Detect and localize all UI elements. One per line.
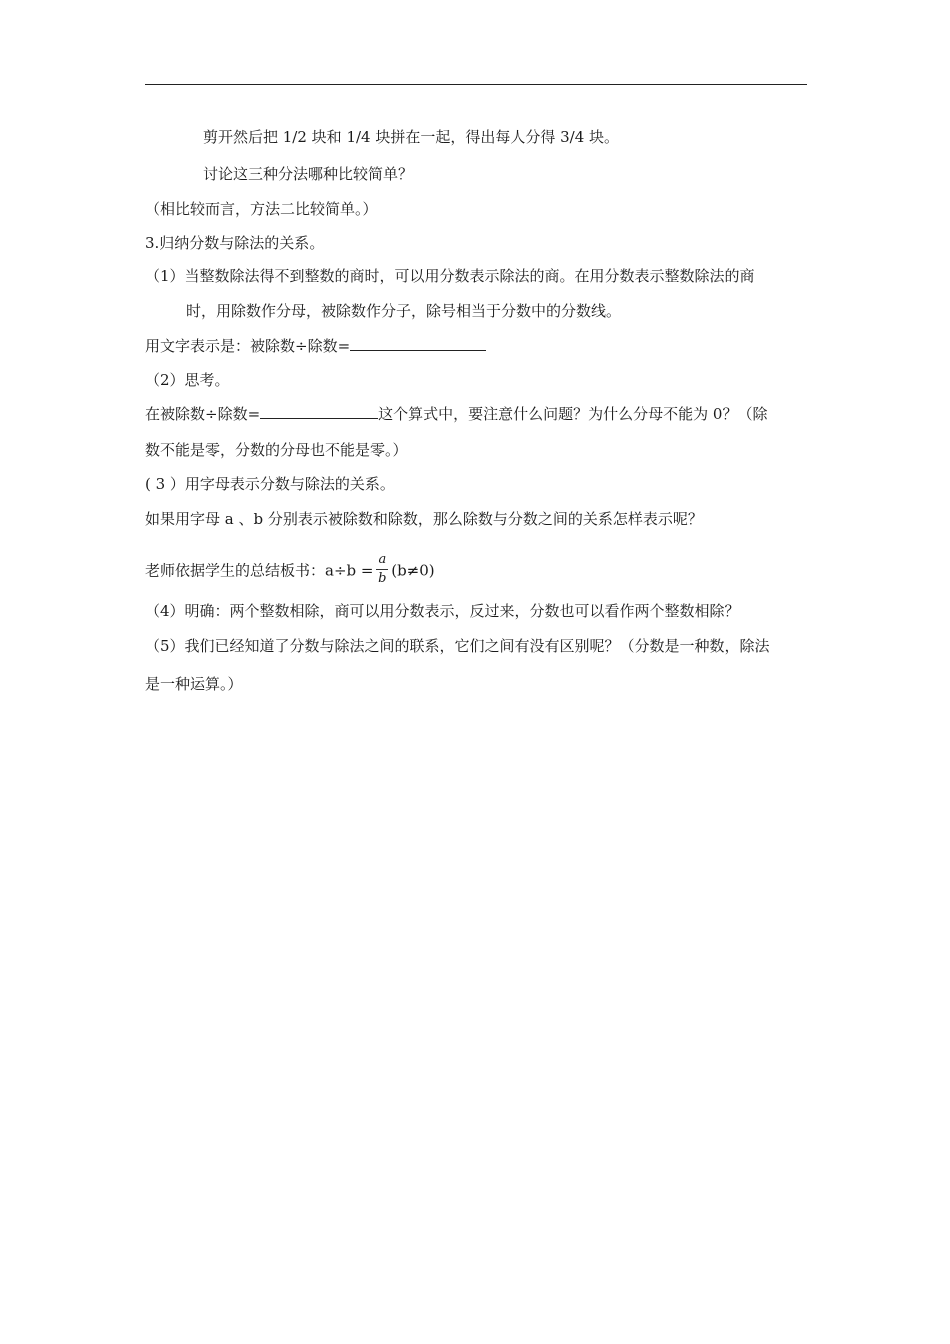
header-rule xyxy=(145,84,807,85)
formula-line xyxy=(145,336,810,356)
text-line: 剪开然后把 1/2 块和 1/4 块拼在一起，得出每人分得 3/4 块。 xyxy=(203,128,620,146)
text-line: 数不能是零，分数的分母也不能是零。） xyxy=(145,441,408,459)
fraction-numerator: a xyxy=(376,551,388,570)
formula-text: 用文字表示是：被除数÷除数= xyxy=(145,337,351,355)
text-line: 如果用字母 a 、b 分别表示被除数和除数，那么除数与分数之间的关系怎样表示呢？ xyxy=(145,510,703,528)
text-line: 是一种运算。） xyxy=(145,675,243,693)
board-formula-line xyxy=(145,553,810,590)
board-text: 老师依据学生的总结板书：a÷b = xyxy=(145,561,374,580)
text-line: （5）我们已经知道了分数与除法之间的联系，它们之间有没有区别呢？（分数是一种数，除法 xyxy=(145,637,770,655)
fraction xyxy=(376,551,388,588)
question-line xyxy=(145,404,810,424)
fill-blank[interactable] xyxy=(260,404,378,419)
condition-text: (b≠0) xyxy=(391,561,435,580)
text-line: （4）明确：两个整数相除，商可以用分数表示，反过来，分数也可以看作两个整数相除？ xyxy=(145,602,740,620)
fraction-denominator: b xyxy=(378,571,387,586)
fill-blank[interactable] xyxy=(350,336,486,351)
text-line: （2）思考。 xyxy=(145,371,230,389)
text-line: （1）当整数除法得不到整数的商时，可以用分数表示除法的商。在用分数表示整数除法的商 xyxy=(145,267,755,285)
text-line: 时，用除数作分母，被除数作分子，除号相当于分数中的分数线。 xyxy=(186,302,622,320)
question-text-start: 在被除数÷除数= xyxy=(145,405,261,423)
question-text-end: 这个算式中，要注意什么问题？为什么分母不能为 0？（除 xyxy=(378,405,768,423)
text-line: ( 3 ）用字母表示分数与除法的关系。 xyxy=(145,475,395,493)
section-heading: 3.归纳分数与除法的关系。 xyxy=(145,234,325,252)
text-line: 讨论这三种分法哪种比较简单？ xyxy=(203,165,414,183)
text-line: （相比较而言，方法二比较简单。） xyxy=(145,200,378,218)
